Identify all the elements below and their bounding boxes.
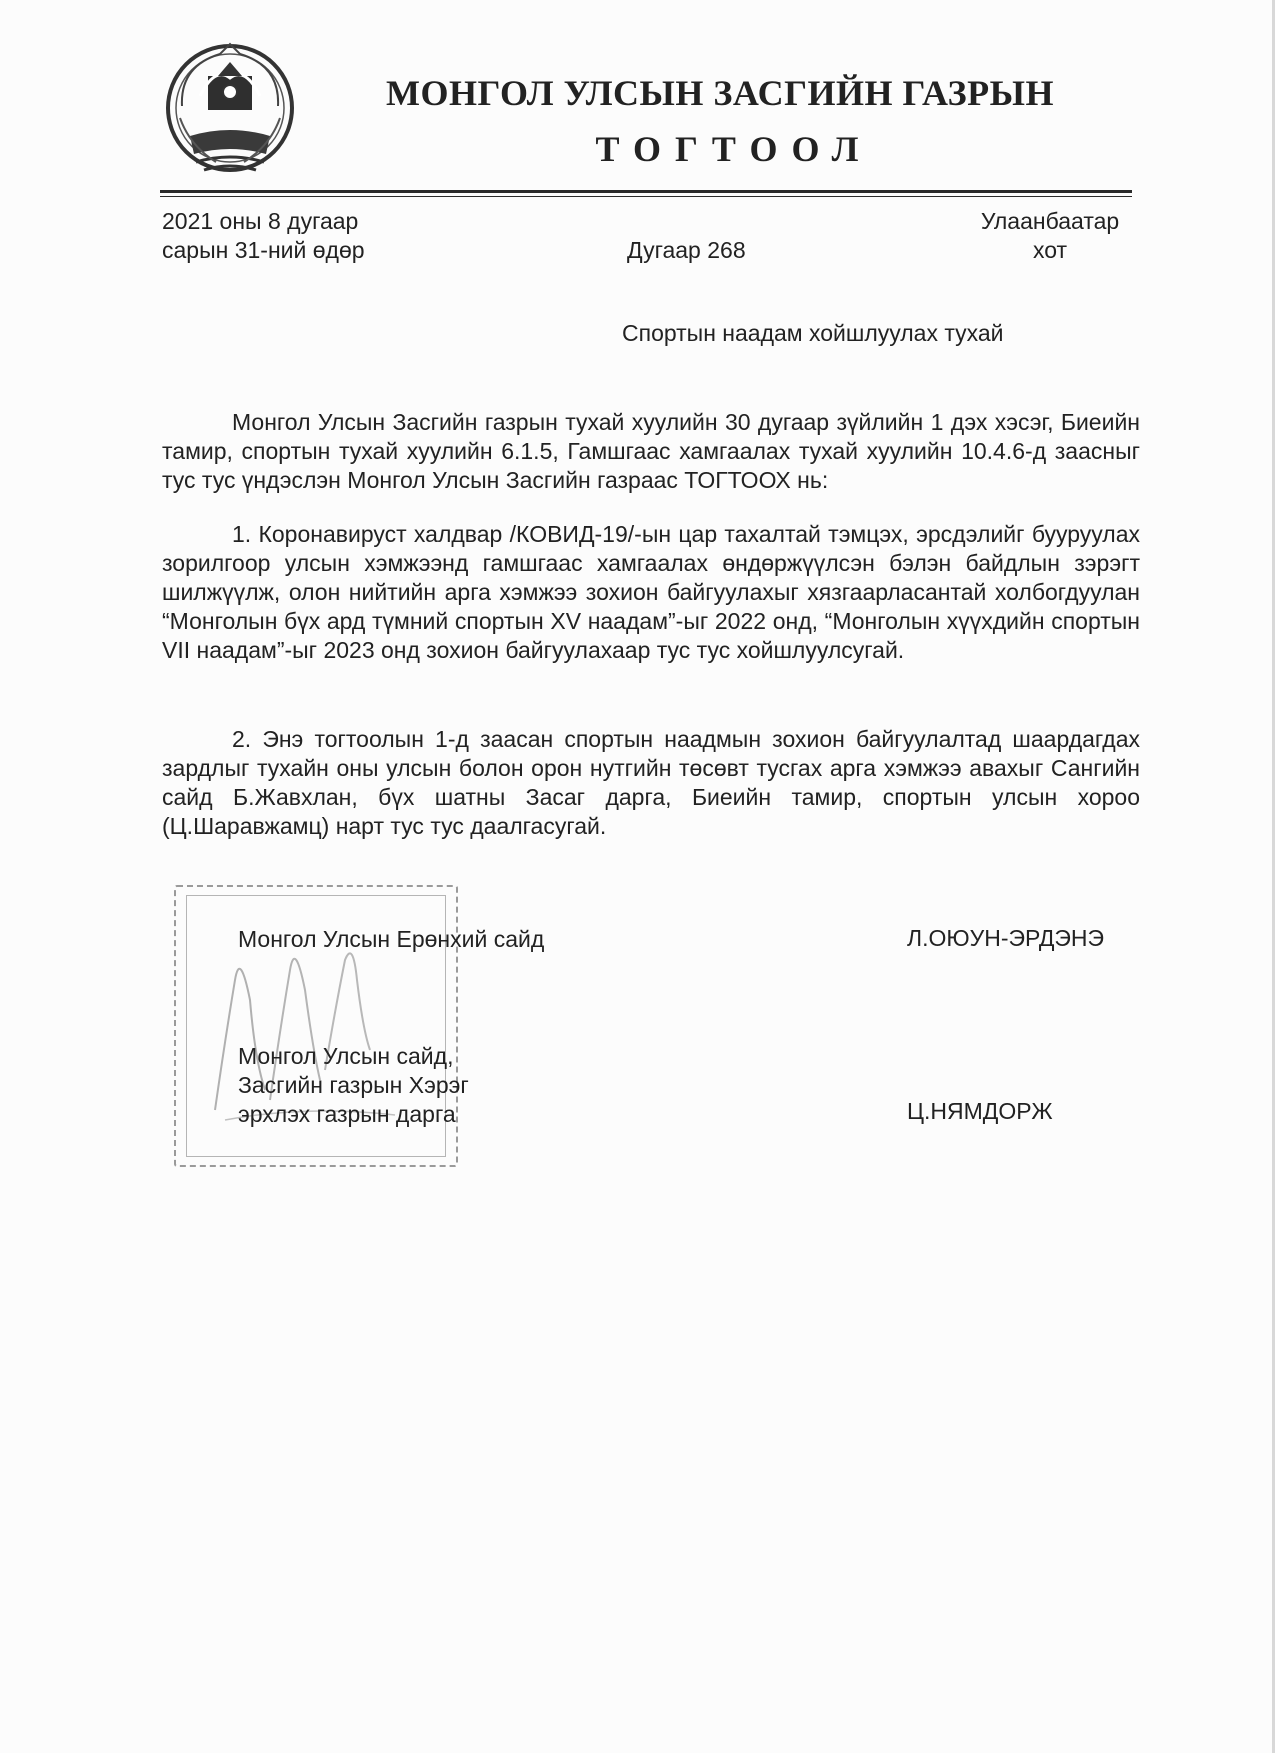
clause-paragraph-2: 2. Энэ тогтоолын 1-д заасан спортын наадмын зохион байгуулалтад шаардагдах зардлыг тухайн оны улсын болон орон нутгийн төсөвт тусгах арга хэмжээ авахыг Сангийн сайд Б.Жавхлан, бүх шатны Засаг дарга, Биеийн тамир, спортын улсын хороо (Ц.Шаравжамц) нарт тус тус даалгасугай.: [162, 726, 1140, 839]
signatory-role-cabinet-secretariat: [238, 1042, 469, 1129]
header-rule-thick: [160, 190, 1132, 193]
clause-paragraph-1: 1. Коронавируст халдвар /КОВИД-19/-ын цар тахалтай тэмцэх, эрсдэлийг бууруулах зорилгоор улсын хэмжээнд гамшгаас хамгаалах өндөржүүлсэн бэлэн байдлын зэрэгт шилжүүлж, олон нийтийн арга хэмжээ зохион байгуулахыг хязгаарласантай холбогдуулан “Монголын бүх ард түмний спортын XV наадам”-ыг 2022 онд, “Монголын хүүхдийн спортын VII наадам”-ыг 2023 онд зохион байгуулахаар тус тус хойшлуулсугай.: [162, 521, 1140, 663]
signatory-role-prime-minister: [238, 925, 544, 954]
date-line: 2021 оны 8 дугаар: [162, 208, 359, 234]
signatory-name-prime-minister: Л.ОЮУН-ЭРДЭНЭ: [907, 925, 1105, 951]
resolution-subject: Спортын наадам хойшлуулах тухай: [622, 320, 1004, 346]
place-line: хот: [1032, 237, 1068, 263]
document-type-title: ТОГТООЛ: [595, 129, 873, 169]
header-rule-thin: [160, 196, 1132, 197]
signatory-name-cabinet-secretariat: Ц.НЯМДОРЖ: [907, 1098, 1053, 1124]
document-authority-title: МОНГОЛ УЛСЫН ЗАСГИЙН ГАЗРЫН: [386, 73, 1054, 113]
role-line: Засгийн газрын Хэрэг: [238, 1072, 469, 1098]
resolution-number: Дугаар 268: [627, 237, 746, 263]
role-line: эрхлэх газрын дарга: [238, 1101, 456, 1127]
resolution-place: [965, 207, 1135, 265]
resolution-date: [162, 207, 365, 265]
date-line: сарын 31-ний өдөр: [162, 237, 365, 263]
role-line: Монгол Улсын сайд,: [238, 1043, 454, 1069]
place-line: Улаанбаатар: [980, 208, 1120, 234]
mongolia-state-emblem-icon: [160, 36, 300, 186]
role-line: Монгол Улсын Ерөнхий сайд: [238, 926, 545, 952]
preamble-paragraph: Монгол Улсын Засгийн газрын тухай хуулийн 30 дугаар зүйлийн 1 дэх хэсэг, Биеийн тамир, спортын тухай хуулийн 6.1.5, Гамшгаас хамгаалах тухай хуулийн 10.4.6-д заасныг тус тус үндэслэн Монгол Улсын Засгийн газраас ТОГТООХ нь:: [162, 409, 1140, 493]
